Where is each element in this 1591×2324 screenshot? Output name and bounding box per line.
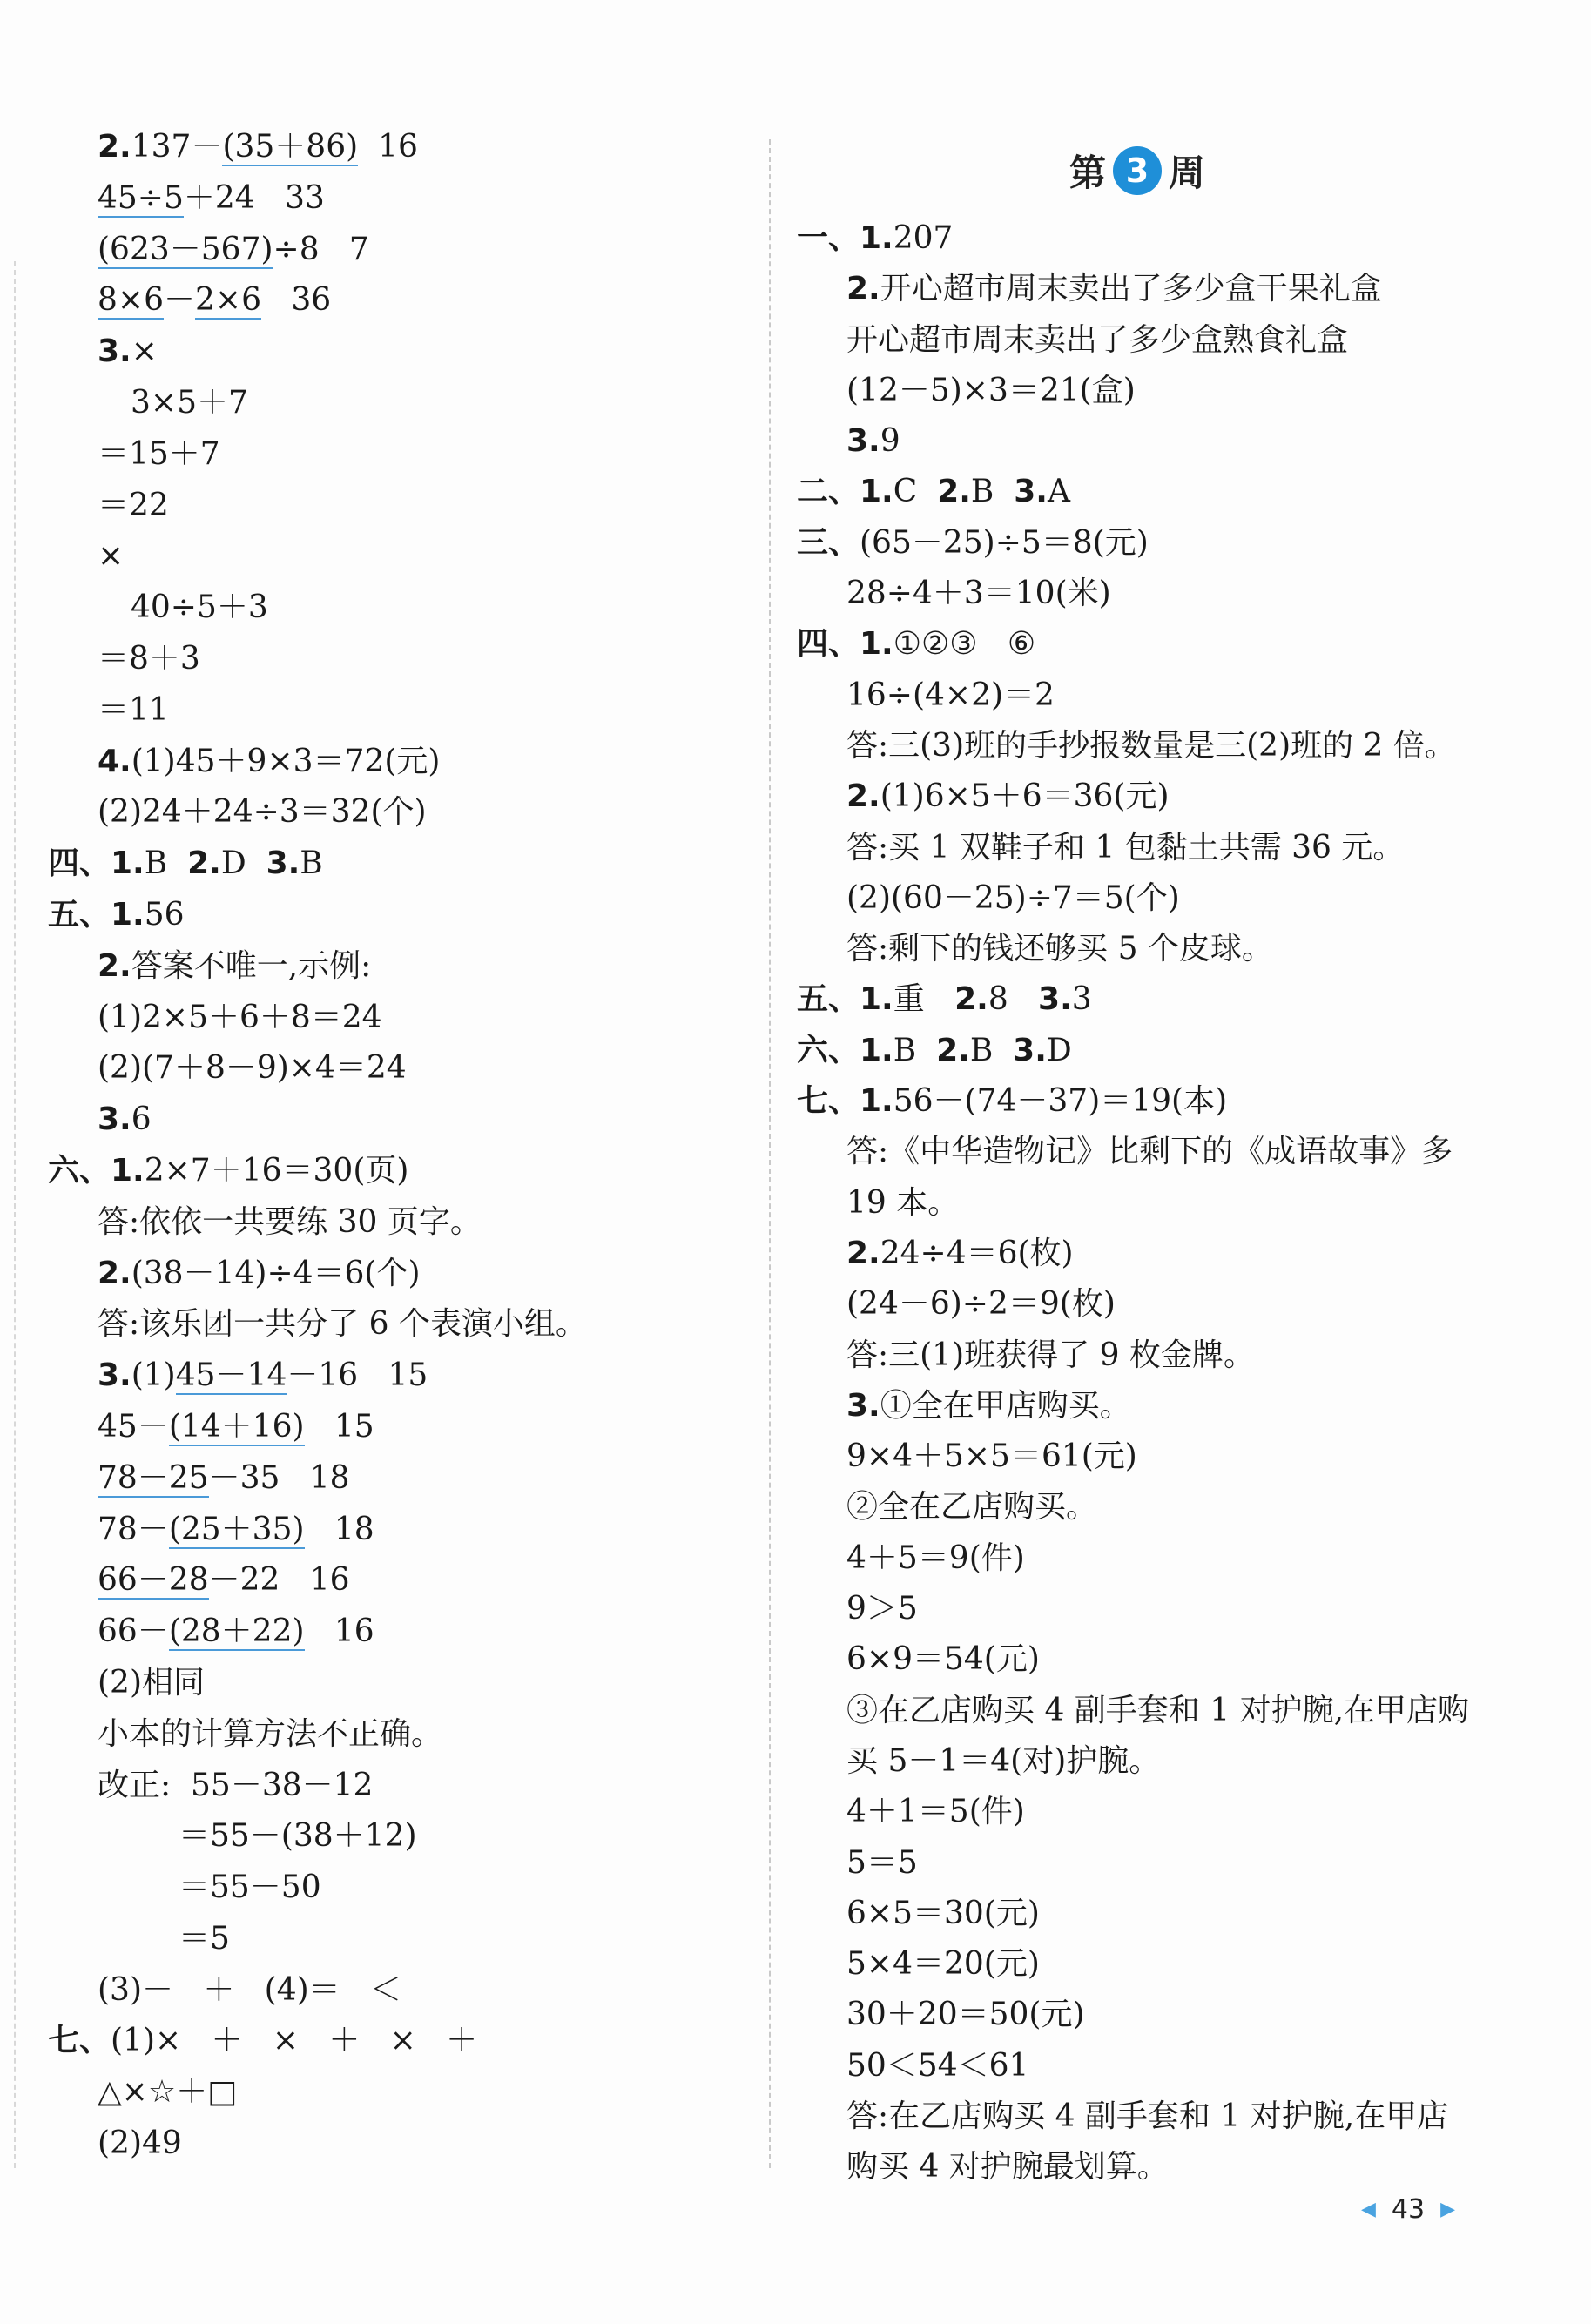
answer-line: 45－(14＋16) 15 bbox=[98, 1408, 374, 1445]
answer-line: ＝15＋7 bbox=[98, 435, 220, 472]
answer-line: 5×4＝20(元) bbox=[846, 1946, 1040, 1983]
answer-line: ＝55－(38＋12) bbox=[179, 1818, 417, 1855]
page-footer bbox=[1345, 2194, 1471, 2225]
answer-line: 3.× bbox=[98, 333, 158, 370]
answer-line: 50＜54＜61 bbox=[846, 2047, 1029, 2084]
answer-line: 78－(25＋35) 18 bbox=[98, 1511, 374, 1547]
answer-line: (2)(60－25)÷7＝5(个) bbox=[846, 879, 1180, 916]
section-line: 二、1.C 2.B 3.A bbox=[797, 474, 1070, 510]
answer-line: 答:买 1 双鞋子和 1 包黏土共需 36 元。 bbox=[846, 829, 1405, 866]
week-number-badge: 3 bbox=[1113, 146, 1162, 195]
triangle-left-icon: ◀ bbox=[1361, 2199, 1376, 2220]
section-line: 七、1.56－(74－37)＝19(本) bbox=[797, 1083, 1228, 1120]
answer-line: 6×5＝30(元) bbox=[846, 1895, 1040, 1931]
section-line: 六、1.2×7＋16＝30(页) bbox=[48, 1152, 409, 1189]
answer-line: 2.(1)6×5＋6＝36(元) bbox=[846, 778, 1170, 815]
triangle-right-icon: ▶ bbox=[1440, 2199, 1456, 2220]
answer-line: 答:依依一共要练 30 页字。 bbox=[98, 1203, 482, 1240]
answer-line: ＝11 bbox=[98, 691, 169, 728]
section-line: 七、(1)× ＋ × ＋ × ＋ bbox=[48, 2023, 478, 2059]
answer-line: (2)24＋24÷3＝32(个) bbox=[98, 794, 427, 831]
answer-line: 3×5＋7 bbox=[131, 384, 248, 421]
answer-line: ＝5 bbox=[179, 1920, 230, 1957]
answer-line: 答:《中华造物记》比剩下的《成语故事》多 bbox=[846, 1134, 1453, 1170]
answer-line: 45÷5＋24 33 bbox=[98, 179, 325, 216]
margin-dashed-line bbox=[14, 261, 16, 2168]
answer-line: (1)2×5＋6＋8＝24 bbox=[98, 999, 382, 1035]
answer-line: 78－25－35 18 bbox=[98, 1459, 350, 1496]
answer-line: 6×9＝54(元) bbox=[846, 1641, 1040, 1678]
section-line: 五、1.56 bbox=[48, 896, 185, 933]
answer-line: 30＋20＝50(元) bbox=[846, 1997, 1085, 2033]
answer-line: 答:剩下的钱还够买 5 个皮球。 bbox=[846, 931, 1273, 967]
answer-line: ＝8＋3 bbox=[98, 640, 200, 677]
answer-line: 购买 4 对护腕最划算。 bbox=[846, 2149, 1169, 2186]
answer-line: 3.(1)45－14－16 15 bbox=[98, 1357, 428, 1394]
answer-line: 买 5－1＝4(对)护腕。 bbox=[846, 1742, 1161, 1779]
answer-line: 小本的计算方法不正确。 bbox=[98, 1715, 443, 1752]
answer-line: 19 本。 bbox=[846, 1184, 960, 1221]
answer-line: (2)相同 bbox=[98, 1664, 205, 1701]
answer-line: 40÷5＋3 bbox=[131, 589, 268, 626]
section-line: 三、(65－25)÷5＝8(元) bbox=[797, 524, 1149, 561]
answer-line: 4.(1)45＋9×3＝72(元) bbox=[98, 743, 441, 779]
answer-line: 改正: 55－38－12 bbox=[98, 1767, 374, 1803]
week-heading bbox=[1069, 139, 1205, 202]
answer-line: 2.开心超市周末卖出了多少盒干果礼盒 bbox=[846, 271, 1382, 307]
section-line: 一、1.207 bbox=[797, 220, 954, 256]
answer-line: ③在乙店购买 4 副手套和 1 对护腕,在甲店购 bbox=[846, 1692, 1470, 1728]
answer-line: ＝22 bbox=[98, 487, 169, 523]
answer-line: 2.答案不唯一,示例: bbox=[98, 947, 372, 984]
answer-line: (24－6)÷2＝9(枚) bbox=[846, 1286, 1116, 1323]
answer-line: 3.9 bbox=[846, 423, 900, 460]
answer-line: (2)(7＋8－9)×4＝24 bbox=[98, 1050, 407, 1087]
week-suffix: 周 bbox=[1169, 152, 1206, 194]
section-line: 四、1.B 2.D 3.B bbox=[48, 845, 323, 882]
page-number: 43 bbox=[1391, 2194, 1426, 2225]
left-column bbox=[48, 122, 745, 2170]
answer-line: 4＋5＝9(件) bbox=[846, 1539, 1025, 1576]
answer-line: 2.(38－14)÷4＝6(个) bbox=[98, 1255, 421, 1291]
answer-line: 答:三(3)班的手抄报数量是三(2)班的 2 倍。 bbox=[846, 727, 1456, 764]
answer-line: 28÷4＋3＝10(米) bbox=[846, 576, 1111, 612]
answer-line: 66－(28＋22) 16 bbox=[98, 1613, 374, 1650]
section-line: 五、1.重 2.8 3.3 bbox=[797, 981, 1092, 1018]
answer-line: (12－5)×3＝21(盒) bbox=[846, 372, 1136, 408]
right-column bbox=[797, 213, 1563, 2193]
week-prefix: 第 bbox=[1069, 152, 1107, 194]
answer-line: (2)49 bbox=[98, 2125, 182, 2162]
answer-line: 答:在乙店购买 4 副手套和 1 对护腕,在甲店 bbox=[846, 2098, 1449, 2134]
answer-line: 2.24÷4＝6(枚) bbox=[846, 1235, 1074, 1271]
answer-line: 9＞5 bbox=[846, 1591, 918, 1627]
section-line: 四、1.①②③ ⑥ bbox=[797, 626, 1036, 663]
answer-line: 2.137－(35＋86) 16 bbox=[98, 129, 418, 165]
answer-line: 4＋1＝5(件) bbox=[846, 1794, 1025, 1830]
answer-line: 16÷(4×2)＝2 bbox=[846, 677, 1055, 713]
answer-line: 8×6－2×6 36 bbox=[98, 282, 332, 319]
answer-line: 3.6 bbox=[98, 1101, 152, 1138]
answer-line: 答:该乐团一共分了 6 个表演小组。 bbox=[98, 1306, 587, 1343]
section-line: 六、1.B 2.B 3.D bbox=[797, 1032, 1072, 1068]
answer-line: (623－567)÷8 7 bbox=[98, 231, 369, 267]
answer-line: 9×4＋5×5＝61(元) bbox=[846, 1438, 1137, 1475]
answer-line: 答:三(1)班获得了 9 枚金牌。 bbox=[846, 1337, 1255, 1373]
answer-line: △×☆＋□ bbox=[98, 2074, 238, 2111]
answer-line: 3.①全在甲店购买。 bbox=[846, 1387, 1131, 1424]
answer-line: 66－28－22 16 bbox=[98, 1562, 350, 1599]
answer-line: ②全在乙店购买。 bbox=[846, 1489, 1098, 1526]
answer-line: 开心超市周末卖出了多少盒熟食礼盒 bbox=[846, 321, 1349, 358]
answer-line: 5＝5 bbox=[846, 1844, 918, 1881]
answer-line: (3)－ ＋ (4)＝ ＜ bbox=[98, 1971, 401, 2008]
column-divider bbox=[769, 139, 771, 2168]
answer-line: ＝55－50 bbox=[179, 1869, 321, 1906]
answer-line: × bbox=[98, 538, 125, 575]
